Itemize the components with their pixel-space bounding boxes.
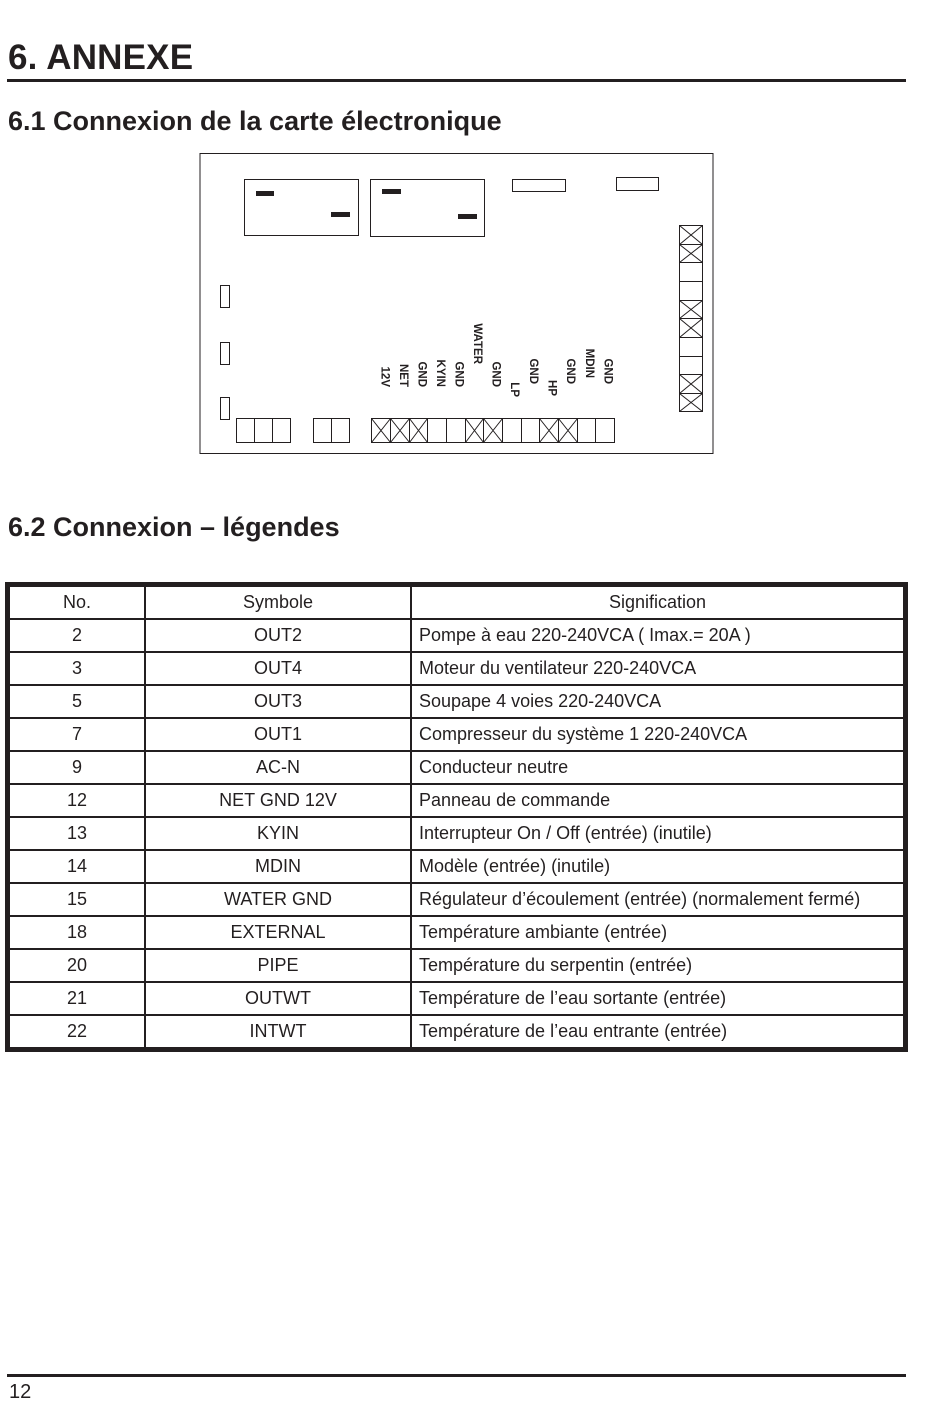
table-row	[9, 850, 904, 883]
footer-divider	[7, 1374, 906, 1377]
section-title-board: 6.1 Connexion de la carte électronique	[8, 106, 502, 136]
pin-label-mdin: MDIN	[583, 348, 595, 378]
cell-signification: Moteur du ventilateur 220-240VCA	[411, 652, 904, 685]
cell-signification: Modèle (entrée) (inutile)	[411, 850, 904, 883]
cell-signification: Température de l’eau sortante (entrée)	[411, 982, 904, 1015]
cell-symbole: WATER GND	[145, 883, 411, 916]
pin-label-gnd-1: GND	[415, 361, 428, 387]
header-signification: Signification	[411, 586, 904, 619]
cell-signification: Pompe à eau 220-240VCA ( Imax.= 20A )	[411, 619, 904, 652]
cell-no: 5	[9, 685, 145, 718]
cell-no: 20	[9, 949, 145, 982]
table-row	[9, 982, 904, 1015]
table-row	[9, 619, 904, 652]
table-row	[9, 916, 904, 949]
table-row	[9, 949, 904, 982]
cell-signification: Compresseur du système 1 220-240VCA	[411, 718, 904, 751]
cell-no: 2	[9, 619, 145, 652]
pin-label-kyin: KYIN	[434, 359, 446, 387]
top-connector-2	[617, 178, 659, 191]
table-row	[9, 751, 904, 784]
cell-no: 21	[9, 982, 145, 1015]
cell-no: 9	[9, 751, 145, 784]
cell-signification: Interrupteur On / Off (entrée) (inutile)	[411, 817, 904, 850]
cell-symbole: PIPE	[145, 949, 411, 982]
cell-signification: Température ambiante (entrée)	[411, 916, 904, 949]
table-row	[9, 652, 904, 685]
bottom-left-connector-1	[237, 419, 291, 443]
pin-label-gnd-5: GND	[564, 358, 576, 384]
page-heading: 6. ANNEXE	[8, 38, 194, 77]
cell-no: 18	[9, 916, 145, 949]
cell-symbole: OUT3	[145, 685, 411, 718]
table-row	[9, 784, 904, 817]
cell-symbole: OUT4	[145, 652, 411, 685]
cell-signification: Température du serpentin (entrée)	[411, 949, 904, 982]
cell-no: 3	[9, 652, 145, 685]
left-terminal-2	[221, 343, 230, 365]
cell-symbole: OUT1	[145, 718, 411, 751]
table-row	[9, 1015, 904, 1048]
top-connector-1	[513, 180, 566, 192]
bottom-left-connector-2	[314, 419, 350, 443]
relay-2-contact-b	[458, 214, 477, 219]
cell-symbole: MDIN	[145, 850, 411, 883]
relay-1-contact-a	[256, 191, 274, 196]
table-header-row	[9, 586, 904, 619]
cell-symbole: AC-N	[145, 751, 411, 784]
cell-no: 12	[9, 784, 145, 817]
cell-symbole: OUTWT	[145, 982, 411, 1015]
table-row	[9, 817, 904, 850]
cell-no: 7	[9, 718, 145, 751]
page-number: 12	[9, 1381, 32, 1403]
left-terminal-1	[221, 286, 230, 308]
pin-label-12v: 12V	[378, 366, 391, 387]
header-no: No.	[9, 586, 145, 619]
header-symbole: Symbole	[145, 586, 411, 619]
pin-label-gnd-4: GND	[527, 358, 539, 384]
cell-symbole: EXTERNAL	[145, 916, 411, 949]
right-terminal-strip	[680, 226, 703, 412]
pin-label-gnd-3: GND	[489, 361, 502, 387]
cell-no: 14	[9, 850, 145, 883]
cell-signification: Panneau de commande	[411, 784, 904, 817]
cell-signification: Température de l’eau entrante (entrée)	[411, 1015, 904, 1048]
relay-2-contact-a	[382, 189, 401, 194]
table-row	[9, 685, 904, 718]
cell-signification: Conducteur neutre	[411, 751, 904, 784]
cell-no: 13	[9, 817, 145, 850]
cell-symbole: OUT2	[145, 619, 411, 652]
table-row	[9, 883, 904, 916]
left-terminal-3	[221, 398, 230, 420]
pin-label-net: NET	[397, 364, 409, 387]
cell-symbole: NET GND 12V	[145, 784, 411, 817]
legend-table	[8, 585, 905, 1049]
pin-label-gnd-2: GND	[452, 361, 465, 387]
bottom-pin-strip	[372, 419, 615, 443]
legend-table-frame	[5, 582, 908, 1052]
relay-1	[245, 180, 359, 236]
cell-no: 15	[9, 883, 145, 916]
relay-2	[371, 180, 485, 237]
pin-label-lp: LP	[508, 382, 520, 397]
cell-signification: Régulateur d’écoulement (entrée) (normalement fermé)	[411, 883, 904, 916]
cell-no: 22	[9, 1015, 145, 1048]
board-outline	[200, 154, 713, 454]
pin-label-water: WATER	[471, 323, 483, 364]
cell-symbole: INTWT	[145, 1015, 411, 1048]
section-title-legend: 6.2 Connexion – légendes	[8, 512, 340, 542]
cell-symbole: KYIN	[145, 817, 411, 850]
relay-1-contact-b	[331, 212, 350, 217]
pin-label-gnd-6: GND	[601, 358, 614, 384]
cell-signification: Soupape 4 voies 220-240VCA	[411, 685, 904, 718]
circuit-board-diagram	[0, 0, 950, 470]
table-row	[9, 718, 904, 751]
pin-label-hp: HP	[545, 380, 558, 396]
